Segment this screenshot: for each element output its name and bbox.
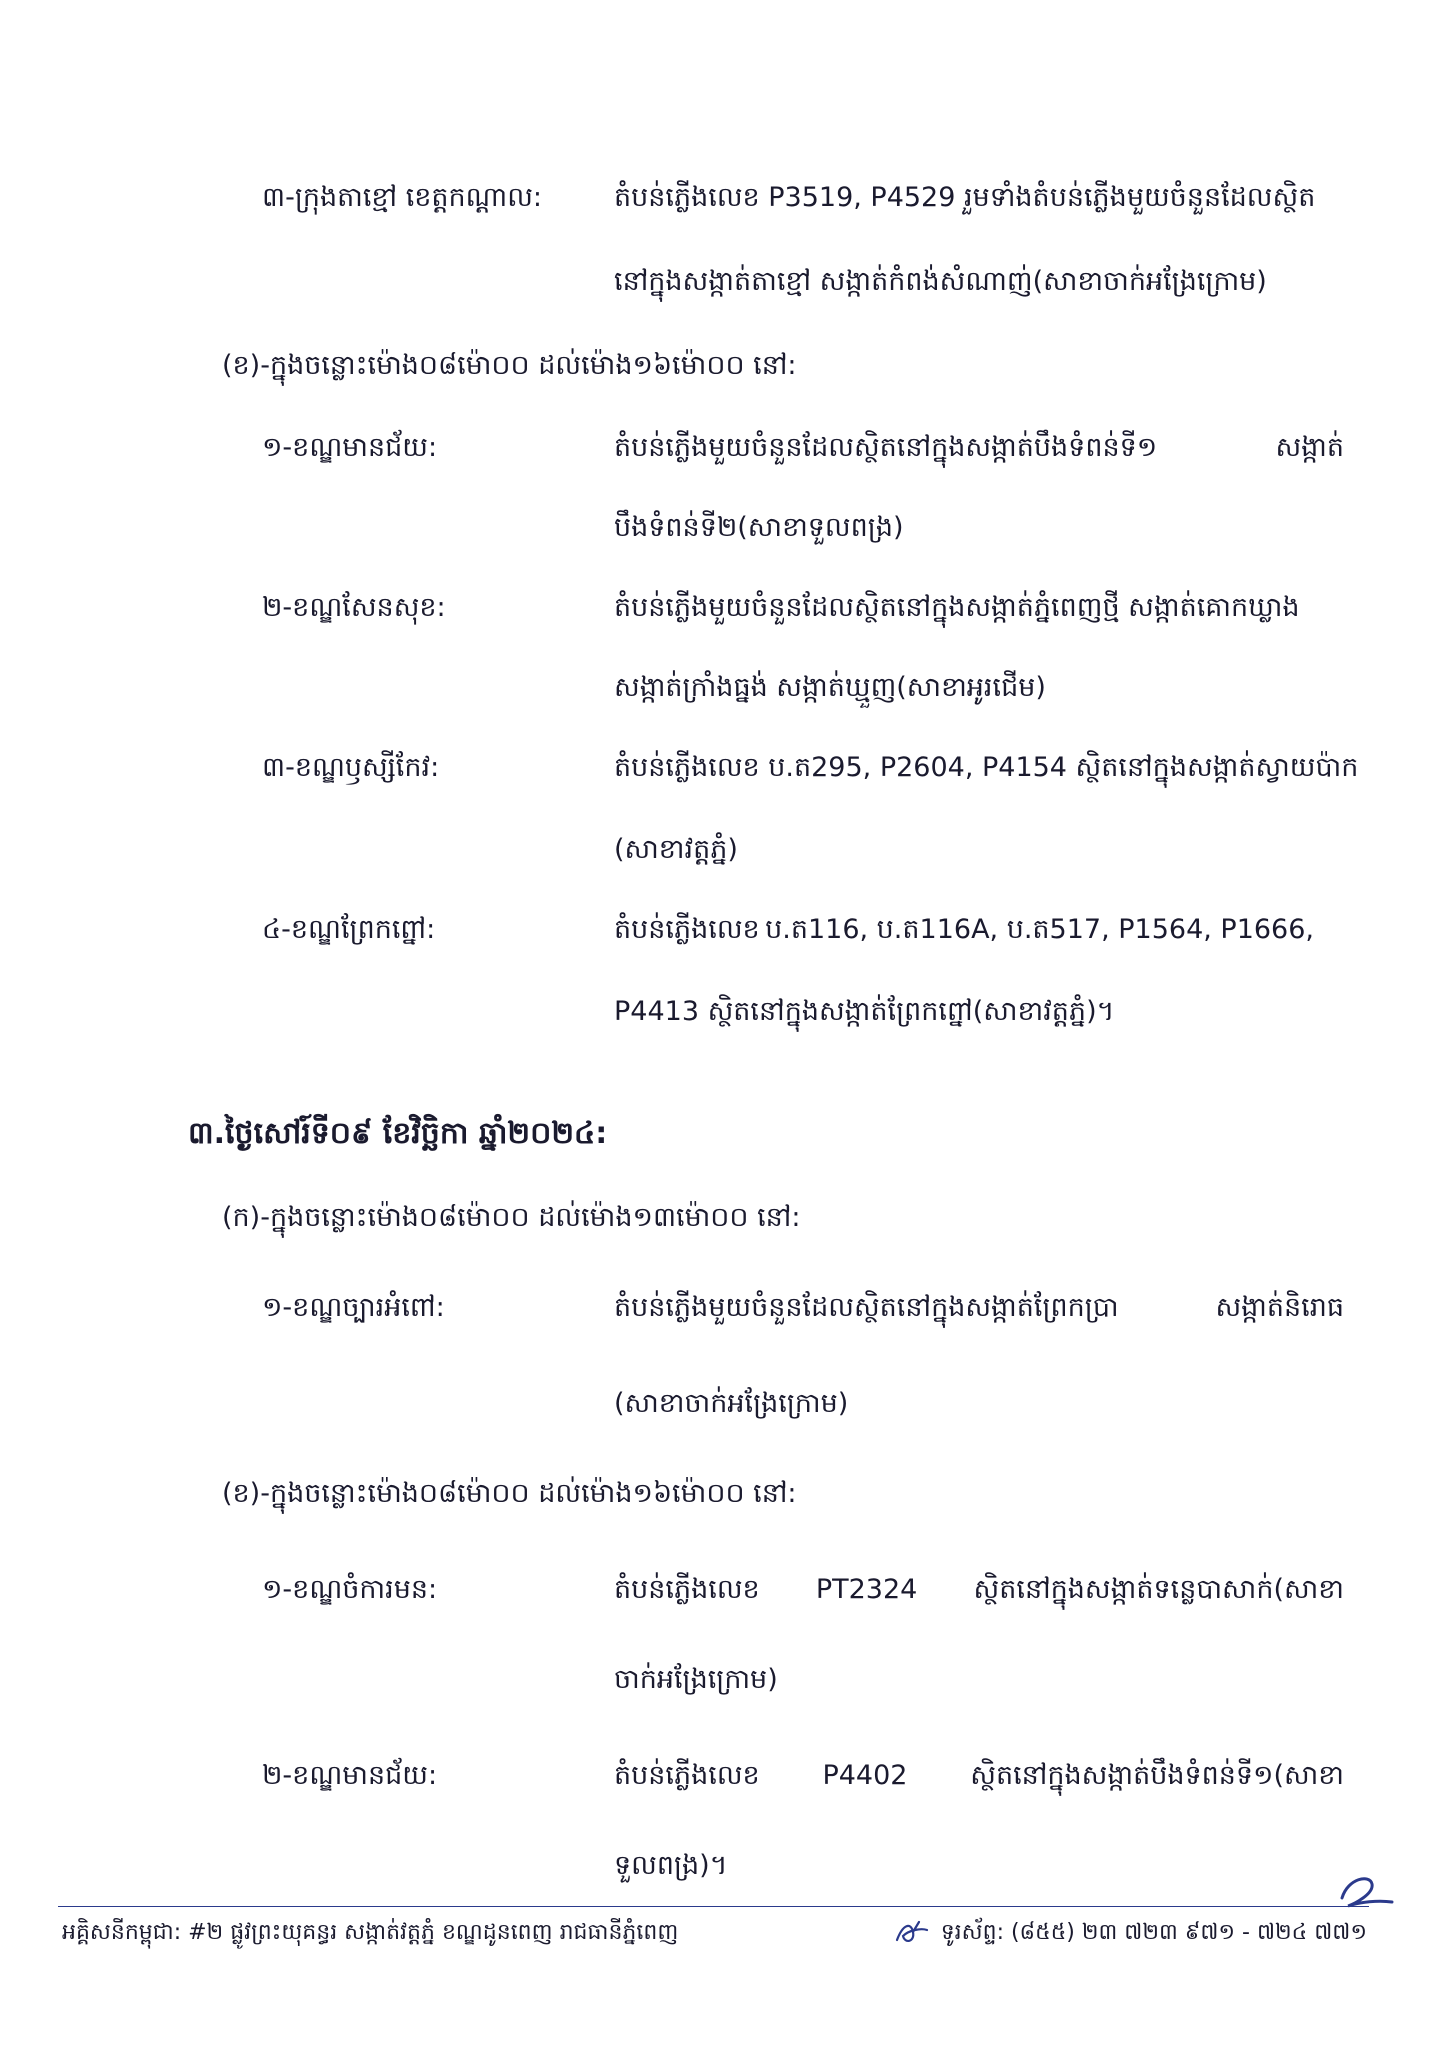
item-text-part: ស្ថិតនៅក្នុងសង្កាត់ទន្លេបាសាក់(សាខា [973, 1574, 1344, 1605]
initials-signature-icon [1320, 1868, 1400, 1916]
item-text-line [614, 1756, 1344, 1796]
signature-mark-icon [893, 1918, 931, 1948]
item-label-meanchey: ១-ខណ្ឌមានជ័យ: [262, 432, 438, 463]
item-text-line: P4413 ស្ថិតនៅក្នុងសង្កាត់ព្រែកព្នៅ(សាខាវត្តភ្នំ)។ [614, 996, 1115, 1027]
item-text-line [614, 1288, 1344, 1328]
item-text-part: សង្កាត់និរោធ [1215, 1292, 1344, 1323]
item-text-part: P4402 [822, 1760, 908, 1791]
item-text-part: ស្ថិតនៅក្នុងសង្កាត់បឹងទំពន់ទី១(សាខា [970, 1760, 1344, 1791]
item-text-part: PT2324 [815, 1574, 918, 1605]
item-label-prekpnov: ៤-ខណ្ឌព្រែកព្នៅ: [262, 914, 436, 945]
footer-address: អគ្គិសនីកម្ពុជា: #២ ផ្លូវព្រះយុគន្ធរ សង្កាត់វត្តភ្នំ ខណ្ឌដូនពេញ រាជធានីភ្នំពេញ [62, 1920, 679, 1945]
item-label-chamkarmon: ១-ខណ្ឌចំការមន: [262, 1574, 438, 1605]
item-text-line [614, 428, 1344, 468]
section-heading-b: (ខ)-ក្នុងចន្លោះម៉ោង០៨ម៉ោ០០ ដល់ម៉ោង១៦ម៉ោ០០ នៅ: [222, 1478, 797, 1509]
item-text-part: ប.ត116, ប.ត116A, ប.ត517, P1564, P1666, [765, 914, 1314, 945]
item-text-line: ទួលពង្រ)។ [614, 1850, 728, 1881]
item-label-chbarampov: ១-ខណ្ឌច្បារអំពៅ: [262, 1292, 445, 1323]
footer-contact [893, 1916, 1367, 1950]
section-heading-b: (ខ)-ក្នុងចន្លោះម៉ោង០៨ម៉ោ០០ ដល់ម៉ោង១៦ម៉ោ០០ នៅ: [222, 350, 797, 381]
item-label-meanchey-2: ២-ខណ្ឌមានជ័យ: [262, 1760, 438, 1791]
item-text-part: តំបន់ភ្លើងលេខ [614, 1760, 760, 1791]
footer-phone: ទូរស័ព្ទ: (៨៥៥) ២៣ ៧២៣ ៩៧១ - ៧២៤ ៧៧១ [940, 1920, 1367, 1945]
item-text-line: តំបន់ភ្លើងលេខ ប.ត295, P2604, P4154 ស្ថិតនៅក្នុងសង្កាត់ស្វាយប៉ាក [614, 752, 1359, 783]
footer-rule [58, 1906, 1369, 1907]
item-label-takhmao: ៣-ក្រុងតាខ្មៅ ខេត្តកណ្តាល: [262, 182, 543, 213]
item-text-line: (សាខាវត្តភ្នំ) [614, 834, 738, 865]
item-label-russeykeo: ៣-ខណ្ឌឫស្សីកែវ: [262, 752, 440, 783]
item-text-line: តំបន់ភ្លើងមួយចំនួនដែលស្ថិតនៅក្នុងសង្កាត់ភ្នំពេញថ្មី សង្កាត់គោកឃ្លាង [614, 592, 1300, 623]
item-text-line [614, 910, 1314, 950]
day-heading: ៣.ថ្ងៃសៅរ៍ទី០៩ ខែវិច្ឆិកា ឆ្នាំ២០២៤: [188, 1116, 608, 1151]
item-text-line: តំបន់ភ្លើងលេខ P3519, P4529 រួមទាំងតំបន់ភ្លើងមួយចំនួនដែលស្ថិត [614, 182, 1316, 213]
item-text-part: សង្កាត់ [1275, 432, 1344, 463]
item-label-sensok: ២-ខណ្ឌសែនសុខ: [262, 592, 446, 623]
item-text-line [614, 1570, 1344, 1610]
item-text-part: តំបន់ភ្លើងលេខ [614, 1574, 760, 1605]
item-text-line: នៅក្នុងសង្កាត់តាខ្មៅ សង្កាត់កំពង់សំណាញ់(សាខាចាក់អង្រែក្រោម) [614, 266, 1267, 297]
item-text-line: សង្កាត់ក្រាំងធ្នង់ សង្កាត់ឃ្មួញ(សាខាអូរជើម) [614, 672, 1046, 703]
section-heading-a: (ក)-ក្នុងចន្លោះម៉ោង០៨ម៉ោ០០ ដល់ម៉ោង១៣ម៉ោ០០ នៅ: [222, 1202, 801, 1233]
item-text-part: តំបន់ភ្លើងមួយចំនួនដែលស្ថិតនៅក្នុងសង្កាត់បឹងទំពន់ទី១ [614, 432, 1158, 463]
item-text-line: ចាក់អង្រែក្រោម) [614, 1664, 778, 1695]
item-text-part: តំបន់ភ្លើងមួយចំនួនដែលស្ថិតនៅក្នុងសង្កាត់ព្រែកប្រា [614, 1292, 1119, 1323]
item-text-part: តំបន់ភ្លើងលេខ [614, 914, 760, 945]
item-text-line: បឹងទំពន់ទី២(សាខាទួលពង្រ) [614, 512, 904, 543]
item-text-line: (សាខាចាក់អង្រែក្រោម) [614, 1388, 849, 1419]
